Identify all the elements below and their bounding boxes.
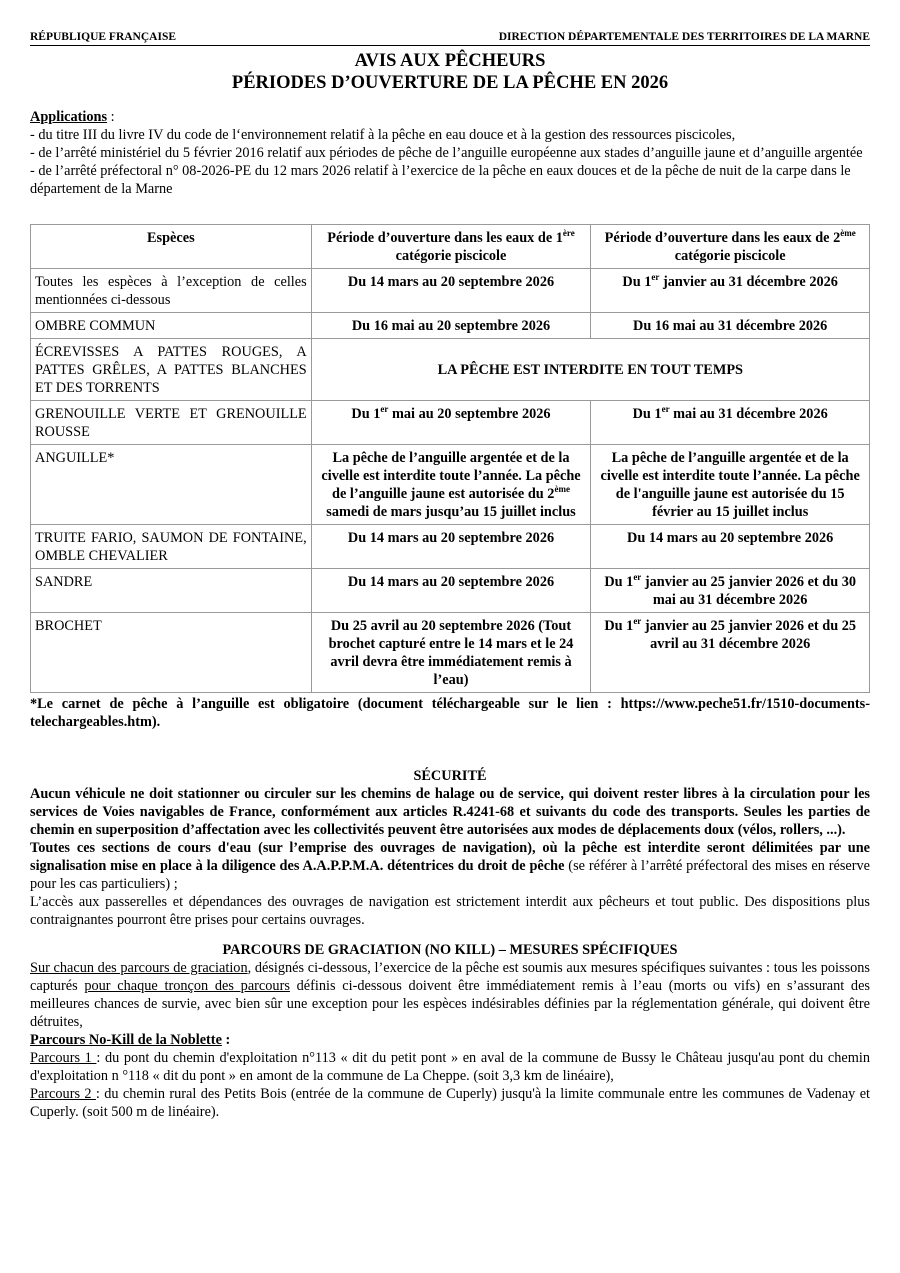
table-footnote: *Le carnet de pêche à l’anguille est obligatoire (document téléchargeable sur le lien : https://www.peche51.fr/1510-documents-telechargeables.htm).: [30, 696, 870, 730]
title-line-2: PÉRIODES D’OUVERTURE DE LA PÊCHE EN 2026: [231, 73, 669, 93]
species-cell: TRUITE FARIO, SAUMON DE FONTAINE, OMBLE CHEVALIER: [31, 525, 312, 569]
fishing-periods-table: [30, 224, 870, 693]
securite-paragraph-3: L’accès aux passerelles et dépendances des ouvrages de navigation est strictement interdit aux pêcheurs et tout public. Des dispositions plus contraignantes pourront être prises pour certains ouvrages.: [30, 894, 870, 928]
cat2-cell: Du 14 mars au 20 septembre 2026: [591, 525, 870, 569]
table-row: [31, 445, 870, 525]
cat1-cell: Du 1er mai au 20 septembre 2026: [311, 401, 591, 445]
table-row: [31, 569, 870, 613]
applications-colon: :: [107, 109, 115, 125]
noblette-heading: Parcours No-Kill de la Noblette :: [30, 1032, 231, 1048]
applications-item: - de l’arrêté préfectoral n° 08-2026-PE du 12 mars 2026 relatif à l’exercice de la pêche en eaux douces et de la pêche de nuit de la carpe dans le département de la Marne: [30, 163, 851, 197]
table-row: [31, 313, 870, 339]
parcours-1: Parcours 1 : du pont du chemin d'exploitation n°113 « dit du petit pont » en aval de la commune de Bussy le Château jusqu'au pont du chemin d'exploitation n °118 « dit du pont » en amont de la commune de La Cheppe. (soit 3,3 km de linéaire),: [30, 1050, 870, 1084]
cat1-cell: Du 16 mai au 20 septembre 2026: [311, 313, 591, 339]
species-cell: Toutes les espèces à l’exception de celles mentionnées ci-dessous: [31, 269, 312, 313]
cat1-cell: Du 14 mars au 20 septembre 2026: [311, 525, 591, 569]
applications-section: [30, 108, 870, 198]
securite-paragraph-1: Aucun véhicule ne doit stationner ou circuler sur les chemins de halage ou de service, qui doivent rester libres à la circulation pour les services de Voies navigables de France, conformément aux articles R.4241-68 et suivants du code des transports. Seules les parties de chemin en superposition d’affectation avec les collectivités peuvent être autorisées aux modes de déplacements doux (vélos, rollers, ...).: [30, 786, 870, 838]
table-row: [31, 613, 870, 693]
nokill-title: PARCOURS DE GRACIATION (NO KILL) – MESURES SPÉCIFIQUES: [222, 942, 678, 958]
nokill-paragraph: Sur chacun des parcours de graciation, désignés ci-dessous, l’exercice de la pêche est soumis aux mesures spécifiques suivantes : tous les poissons capturés pour chaque tronçon des parcours définis ci-dessous doivent être immédiatement remis à l’eau (morts ou vifs) en s’assurant des meilleures chances de survie, avec bien sûr une exception pour les espèces indésirables définies par la réglementation générale, qui doivent être détruites,: [30, 960, 870, 1030]
header-species: Espèces: [31, 225, 312, 269]
cat2-cell: Du 1er janvier au 25 janvier 2026 et du 25 avril au 31 décembre 2026: [591, 613, 870, 693]
species-cell: ÉCREVISSES A PATTES ROUGES, A PATTES GRÊLES, A PATTES BLANCHES ET DES TORRENTS: [31, 339, 312, 401]
cat2-cell: Du 1er janvier au 31 décembre 2026: [591, 269, 870, 313]
species-cell: OMBRE COMMUN: [31, 313, 312, 339]
applications-heading: [30, 108, 870, 126]
cat2-cell: La pêche de l’anguille argentée et de la civelle est interdite toute l’année. La pêche de l'anguille jaune est autorisée du 15 février au 15 juillet inclus: [591, 445, 870, 525]
species-cell: BROCHET: [31, 613, 312, 693]
securite-paragraph-2: Toutes ces sections de cours d'eau (sur l’emprise des ouvrages de navigation), où la pêche est interdite seront délimitées par une signalisation mise en place à la diligence des A.A.P.P.M.A. détentrices du droit de pêche (se référer à l’arrêté préfectoral des mises en réserve pour les cas particuliers) ;: [30, 840, 871, 892]
forbidden-cell: LA PÊCHE EST INTERDITE EN TOUT TEMPS: [311, 339, 869, 401]
cat1-cell: Du 14 mars au 20 septembre 2026: [311, 269, 591, 313]
table-row: [31, 269, 870, 313]
table-header-row: [31, 225, 870, 269]
table-row: [31, 525, 870, 569]
header-right: DIRECTION DÉPARTEMENTALE DES TERRITOIRES DE LA MARNE: [498, 31, 870, 43]
securite-title: SÉCURITÉ: [413, 768, 487, 784]
cat1-cell: Du 14 mars au 20 septembre 2026: [311, 569, 591, 613]
table-row: [31, 401, 870, 445]
species-cell: SANDRE: [31, 569, 312, 613]
header-cat2: Période d’ouverture dans les eaux de 2ème catégorie piscicole: [591, 225, 870, 269]
cat2-cell: Du 16 mai au 31 décembre 2026: [591, 313, 870, 339]
species-cell: ANGUILLE*: [31, 445, 312, 525]
applications-item: - du titre III du livre IV du code de l‘environnement relatif à la pêche en eau douce et à la gestion des ressources piscicoles,: [30, 127, 736, 143]
applications-label: Applications: [30, 109, 108, 125]
cat1-cell: La pêche de l’anguille argentée et de la civelle est interdite toute l’année. La pêche de l’anguille jaune est autorisée du 2ème samedi de mars jusqu’au 15 juillet inclus: [311, 445, 591, 525]
table-row: [31, 339, 870, 401]
document-page: [30, 30, 870, 1121]
applications-item: - de l’arrêté ministériel du 5 février 2016 relatif aux périodes de pêche de l’anguille européenne aux stades d’anguille jaune et d’anguille argentée: [30, 145, 863, 161]
page-title: [30, 50, 870, 94]
parcours-2: Parcours 2 : du chemin rural des Petits Bois (entrée de la commune de Cuperly) jusqu'à la limite communale entre les communes de Vadenay et Cuperly. (soit 500 m de linéaire).: [30, 1086, 871, 1120]
cat2-cell: Du 1er janvier au 25 janvier 2026 et du 30 mai au 31 décembre 2026: [591, 569, 870, 613]
cat1-cell: Du 25 avril au 20 septembre 2026 (Tout brochet capturé entre le 14 mars et le 24 avril devra être immédiatement remis à l’eau): [311, 613, 591, 693]
header-bar: [30, 30, 870, 46]
title-line-1: AVIS AUX PÊCHEURS: [354, 51, 546, 71]
header-cat1: Période d’ouverture dans les eaux de 1ère catégorie piscicole: [311, 225, 591, 269]
species-cell: GRENOUILLE VERTE ET GRENOUILLE ROUSSE: [31, 401, 312, 445]
header-left: RÉPUBLIQUE FRANÇAISE: [30, 31, 177, 43]
cat2-cell: Du 1er mai au 31 décembre 2026: [591, 401, 870, 445]
